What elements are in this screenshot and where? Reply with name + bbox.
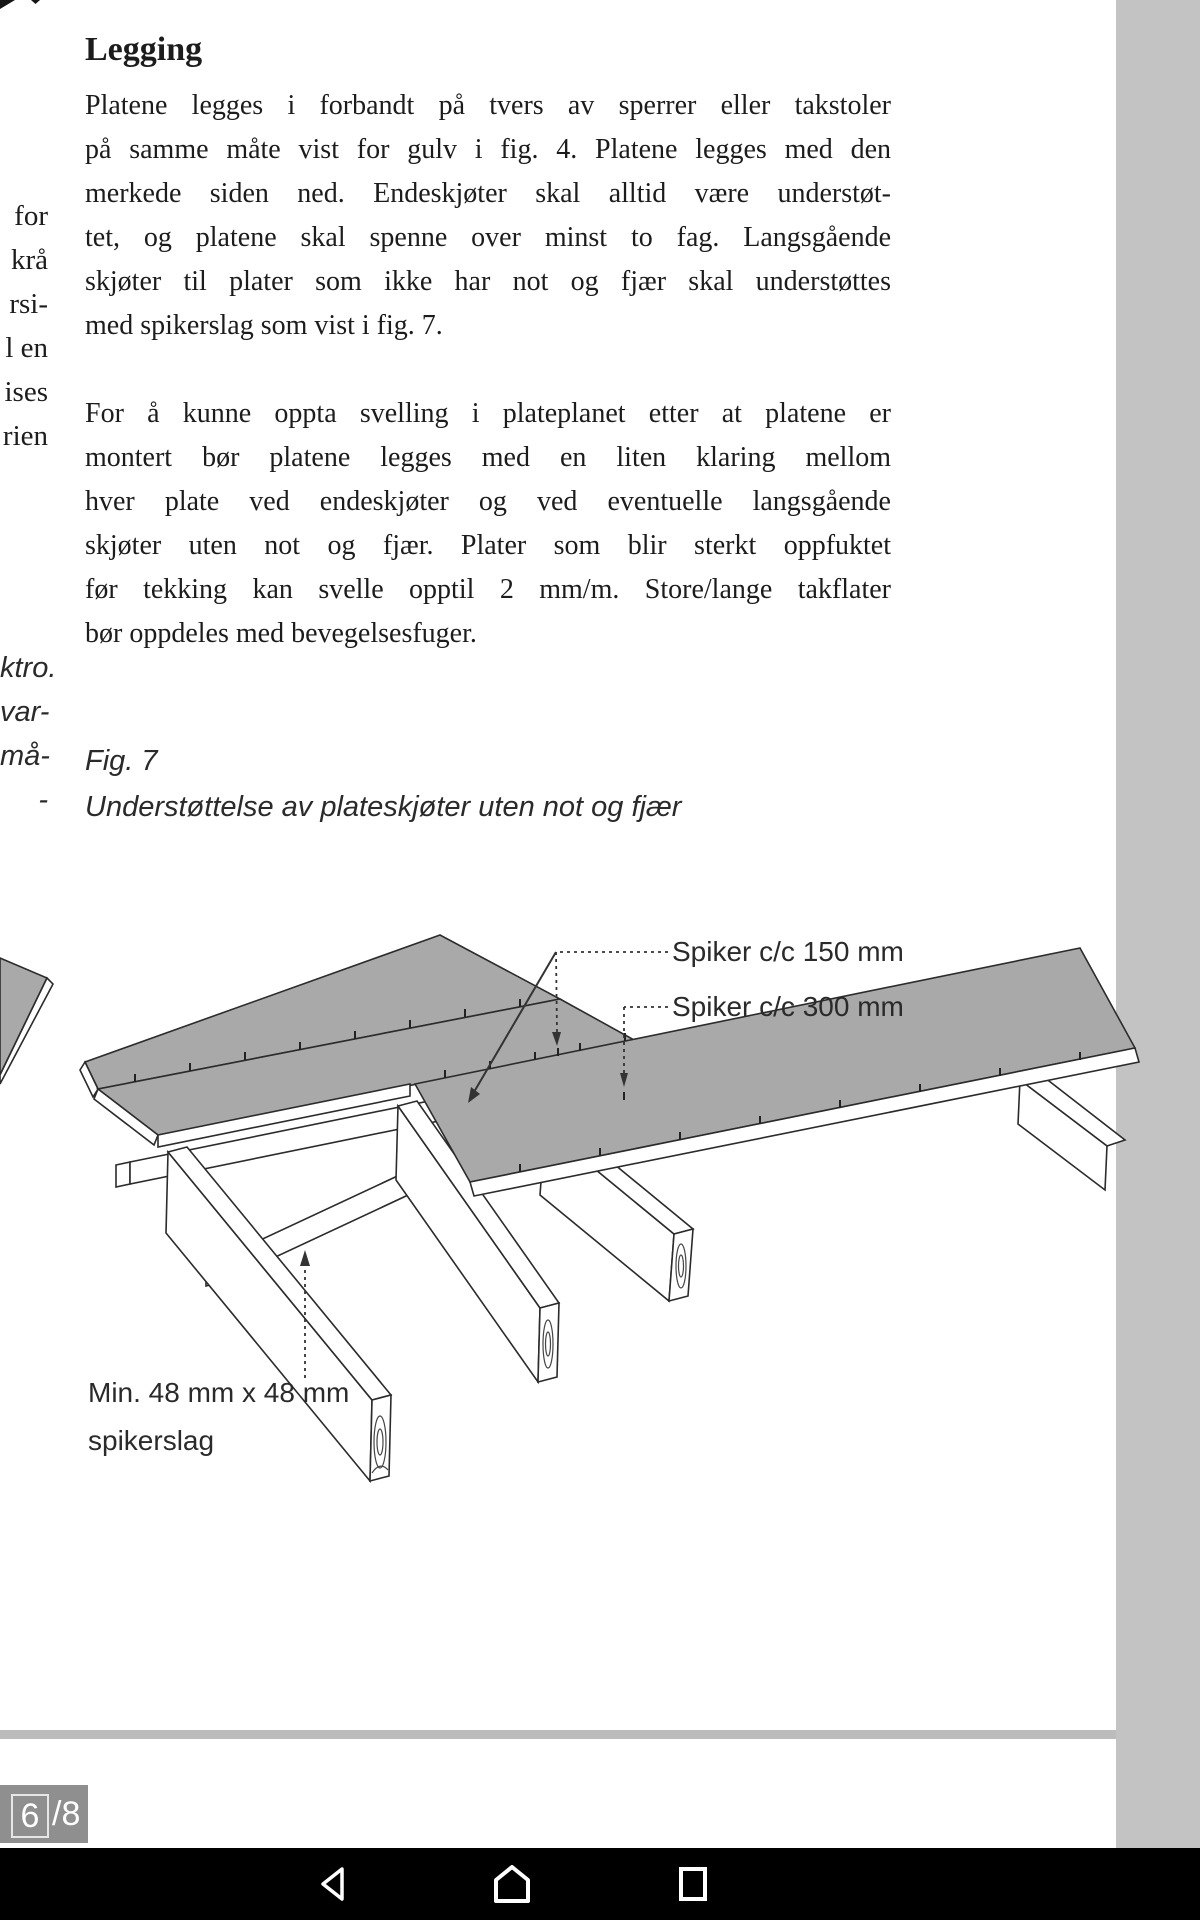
back-triangle-icon [319, 1866, 345, 1902]
label-min48-line1: Min. 48 mm x 48 mm [88, 1377, 350, 1408]
text-line: merkede siden ned. Endeskjøter skal alltid være understøt- [85, 178, 891, 209]
cutoff-text-fragment [31, 0, 40, 4]
margin-text-fragment: - [38, 784, 48, 816]
figure-7-svg [0, 900, 1140, 1520]
section-heading: Legging [85, 31, 203, 68]
margin-text-fragment: l en [5, 332, 48, 364]
cutoff-text-fragment [0, 0, 15, 9]
margin-text-fragment: krå [10, 244, 48, 276]
text-line: på samme måte vist for gulv i fig. 4. Platene legges med den [85, 134, 891, 165]
figure-caption [85, 738, 681, 830]
text-line: skjøter uten not og fjær. Plater som blir sterkt oppfuktet [85, 530, 891, 561]
page-separator-band [0, 1730, 1116, 1739]
margin-text-fragment: rsi- [9, 288, 48, 320]
page-indicator-total: /8 [52, 1795, 81, 1833]
text-line: bør oppdeles med bevegelsesfuger. [85, 618, 477, 649]
text-line: montert bør platene legges med en liten klaring mellom [85, 442, 891, 473]
label-spiker-150: Spiker c/c 150 mm [672, 936, 904, 967]
home-outline-icon [491, 1865, 533, 1903]
label-min48-line2: spikerslag [88, 1425, 215, 1456]
page-indicator-current-box[interactable] [11, 1794, 49, 1838]
margin-text-fragment: ises [4, 376, 48, 408]
text-line: skjøter til plater som ikke har not og fjær skal understøttes [85, 266, 891, 297]
text-line: tet, og platene skal spenne over minst to fag. Langsgående [85, 222, 891, 253]
margin-text-fragment: må- [0, 740, 50, 772]
text-line: med spikerslag som vist i fig. 7. [85, 310, 443, 341]
margin-text-fragment: rien [2, 420, 48, 452]
figure-7-drawing [0, 900, 1140, 1520]
recents-square-icon [678, 1866, 708, 1902]
figure-caption-title: Understøttelse av plateskjøter uten not og fjær [85, 791, 682, 823]
figure-caption-number: Fig. 7 [85, 745, 158, 777]
home-button[interactable] [490, 1848, 534, 1920]
text-line: Platene legges i forbandt på tvers av sperrer eller takstoler [85, 90, 891, 121]
margin-text-fragment: ktro. [0, 652, 57, 684]
page-indicator[interactable] [0, 1785, 88, 1843]
recents-button[interactable] [676, 1848, 710, 1920]
margin-text-fragment: for [14, 200, 48, 232]
text-line: hver plate ved endeskjøter og ved eventuelle langsgående [85, 486, 891, 517]
paragraph-2 [85, 392, 891, 656]
paragraph-1 [85, 84, 891, 348]
back-button[interactable] [314, 1848, 350, 1920]
text-line: før tekking kan svelle opptil 2 mm/m. Store/lange takflater [85, 574, 891, 605]
android-navigation-bar [0, 1848, 1200, 1920]
label-spiker-300: Spiker c/c 300 mm [672, 991, 904, 1022]
page-indicator-current: 6 [20, 1796, 40, 1835]
text-line: For å kunne oppta svelling i plateplanet etter at platene er [85, 398, 891, 429]
margin-text-fragment: var- [0, 696, 50, 728]
